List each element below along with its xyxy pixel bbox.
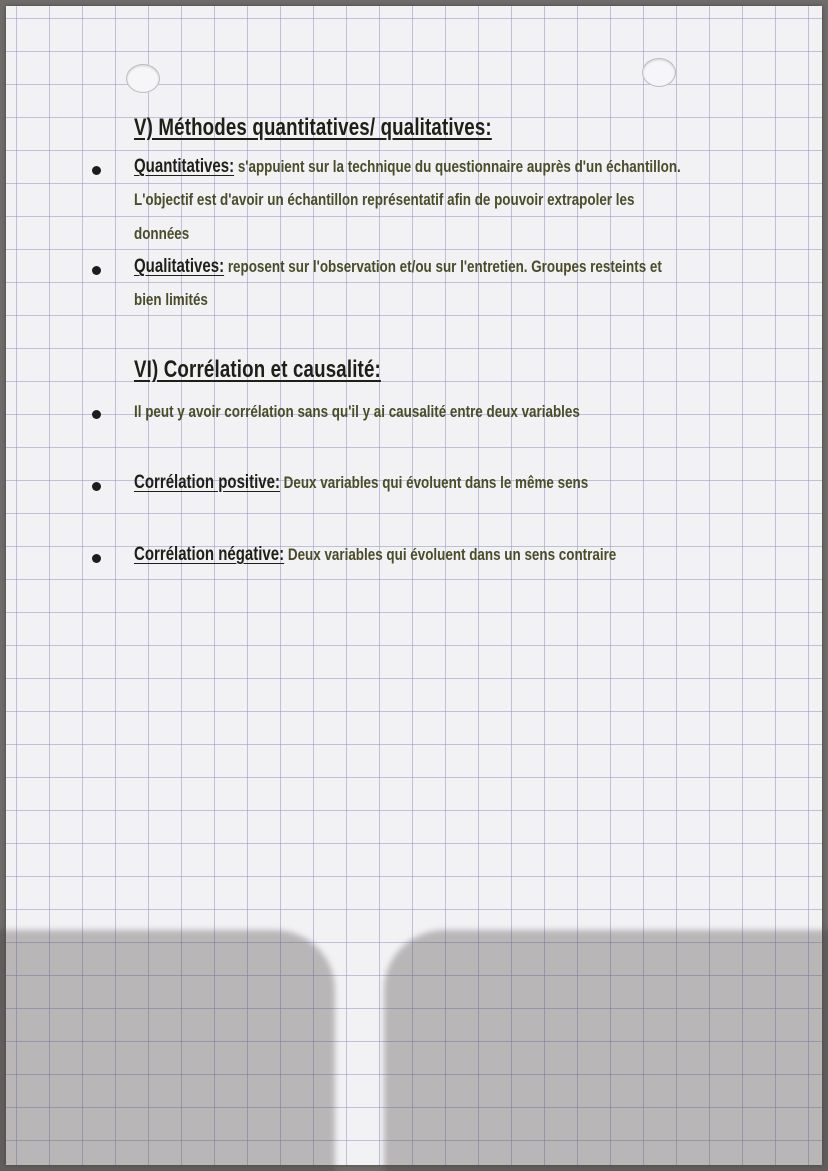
list-item-text: s'appuient sur la technique du questionnaire auprès d'un échantillon. xyxy=(234,157,681,176)
list-item-term: Corrélation négative: xyxy=(134,544,285,565)
list-item-line xyxy=(134,156,681,178)
hand-shadow xyxy=(384,930,828,1171)
bullet-icon xyxy=(92,554,101,563)
list-item-term: Qualitatives: xyxy=(134,256,225,277)
list-item-text: Deux variables qui évoluent dans un sens contraire xyxy=(284,545,617,564)
section-heading-methods: V) Méthodes quantitatives/ qualitatives: xyxy=(134,114,492,141)
list-item-line: données xyxy=(134,224,190,243)
hand-shadow xyxy=(0,930,335,1171)
list-item-line: L'objectif est d'avoir un échantillon représentatif afin de pouvoir extrapoler les xyxy=(134,190,635,209)
section-heading-correlation: VI) Corrélation et causalité: xyxy=(134,356,381,383)
bullet-icon xyxy=(92,410,101,419)
list-item-term: Corrélation positive: xyxy=(134,472,280,493)
list-item-text: Il peut y avoir corrélation sans qu'il y ai causalité entre deux variables xyxy=(134,402,580,421)
list-item-line xyxy=(134,256,662,278)
list-item-text: reposent sur l'observation et/ou sur l'entretien. Groupes resteints et xyxy=(224,257,662,276)
list-item-term: Quantitatives: xyxy=(134,156,235,177)
bullet-icon xyxy=(92,166,101,175)
punch-hole xyxy=(126,64,160,93)
bullet-icon xyxy=(92,482,101,491)
list-item-text: Deux variables qui évoluent dans le même sens xyxy=(279,473,589,492)
punch-hole xyxy=(642,58,676,87)
list-item-line xyxy=(134,472,588,494)
bullet-icon xyxy=(92,266,101,275)
list-item-line: bien limités xyxy=(134,290,208,309)
list-item-line xyxy=(134,544,616,566)
